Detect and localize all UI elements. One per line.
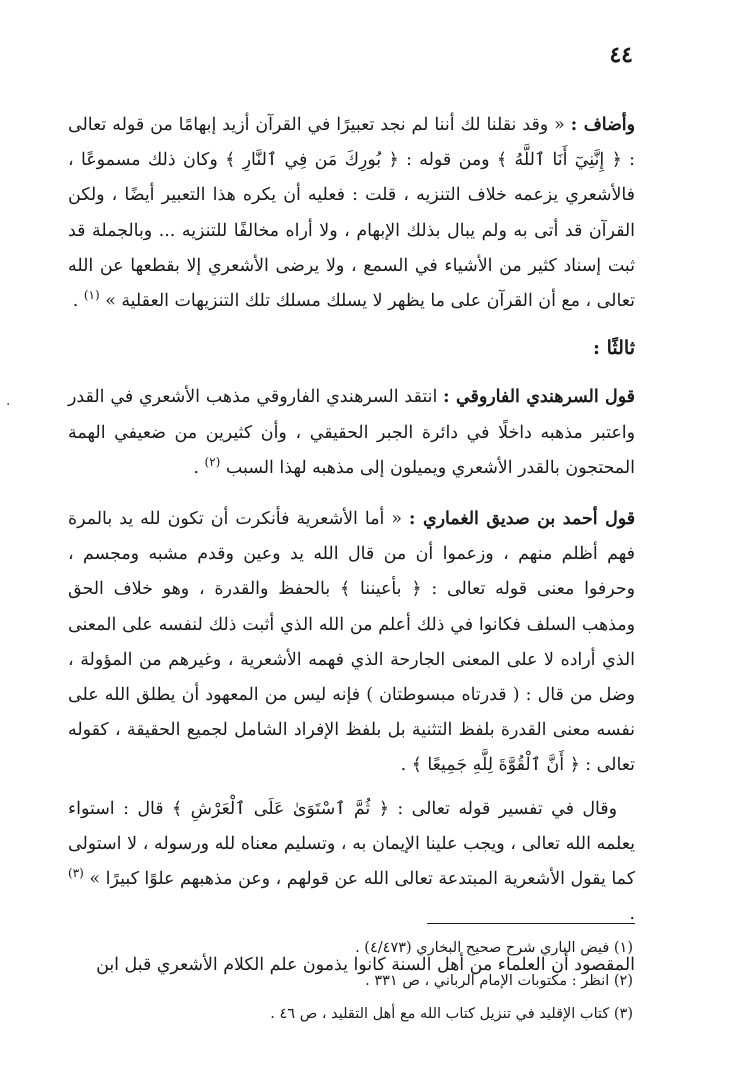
footnote-ref-1: (١) bbox=[83, 288, 100, 303]
paragraph-text: وقال في تفسير قوله تعالى : ﴿ ثُمَّ ٱسْتَوَىٰ عَلَى ٱلْعَرْشِ ﴾ قال : استواء يعلمه الله تعالى ، ويجب علينا الإيمان به ، وتسليم معناه لله ورسوله ، لا استولى كما يقول الأشعرية المبتدعة تعالى الله عن قولهم ، وعن مذهبهم علوًا كبيرًا » bbox=[68, 798, 636, 890]
paragraph-end: . bbox=[72, 291, 84, 312]
main-text bbox=[68, 108, 635, 984]
paragraph-text: المقصود أن العلماء من أهل السنة كانوا يذمون علم الكلام الأشعري قبل ابن bbox=[96, 955, 635, 976]
footnote-divider bbox=[427, 923, 635, 924]
footnotes bbox=[68, 932, 633, 1031]
paragraph-lead: قول أحمد بن صديق الغماري : bbox=[409, 509, 636, 530]
page-number: ٤٤ bbox=[609, 42, 633, 68]
paragraph-end: . bbox=[629, 904, 635, 925]
footnote-1: (١) فيض الباري شرح صحيح البخاري (٤/٤٧٣) . bbox=[355, 940, 633, 956]
paragraph-sirhindi bbox=[68, 380, 635, 486]
paragraph-text: « وقد نقلنا لك أننا لم نجد تعبيرًا في القرآن أزيد إبهامًا من قوله تعالى : ﴿ إِنَّنِيٓ أَنَا ٱللَّهُ ﴾ ومن قوله : ﴿ بُورِكَ مَن فِي ٱلنَّارِ ﴾ وكان ذلك مسموعًا ، فالأشعري يزعمه خلاف التنزيه ، قلت : فعليه أن يكره هذا التعبير أيضًا ، ولكن القرآن قد أتى به ولم يبال بذلك الإبهام ، ولا أراه مخالفًا للتنزيه ... وبالجملة قد ثبت إسناد كثير من الأشياء في السمع ، ولا يرضى الأشعري إلا بقطعها عن الله تعالى ، مع أن القرآن على ما يظهر لا يسلك مسلك تلك التنزيهات العقلية » bbox=[68, 115, 635, 312]
paragraph-end: . bbox=[193, 457, 205, 478]
footnote-ref-3: (٣) bbox=[68, 866, 84, 881]
margin-mark: . bbox=[6, 393, 11, 409]
paragraph-tafsir bbox=[68, 792, 635, 933]
paragraph-lead: وأضاف : bbox=[570, 115, 636, 135]
paragraph-ghumari bbox=[68, 502, 635, 784]
paragraph-lead: قول السرهندي الفاروقي : bbox=[443, 387, 635, 408]
footnote-ref-2: (٢) bbox=[204, 455, 221, 470]
paragraph-text: « أما الأشعرية فأنكرت أن تكون لله يد بالمرة فهم أظلم منهم ، وزعموا أن من قال الله يد وعين وقدم مشبه ومجسم ، وحرفوا معنى قوله تعالى : ﴿ بأعيننا ﴾ بالحفظ والقدرة ، وهو خلاف الحق ومذهب السلف فكانوا في ذلك أعلم من الله الذي أثبت ذلك لنفسه على المعنى الذي أراده لا على المعنى الجارحة الذي فهمه الأشعرية ، وغيرهم من المؤولة ، وضل من قال : ( قدرتاه مبسوطتان ) فإنه ليس من المعهود أن يطلق الله على نفسه معنى القدرة بلفظ التثنية بل بلفظ الإفراد الشامل لجميع الحقيقة ، كقوله تعالى : ﴿ أَنَّ ٱلْقُوَّةَ لِلَّهِ جَمِيعًا ﴾ . bbox=[68, 509, 635, 776]
footnote-2: (٢) انظر : مكتوبات الإمام الرباني ، ص ٣٣١ . bbox=[365, 973, 633, 989]
footnote-3: (٣) كتاب الإقليد في تنزيل كتاب الله مع أهل التقليد ، ص ٤٦ . bbox=[270, 1006, 633, 1022]
paragraph-text: انتقد السرهندي الفاروقي مذهب الأشعري في القدر واعتبر مذهبه داخلًا في دائرة الجبر الحقيقي ، وأن كثيرين من ضعيفي الهمة المحتجون بالقدر الأشعري ويميلون إلى مذهبه لهذا السبب bbox=[68, 387, 635, 478]
paragraph-addition bbox=[68, 108, 635, 319]
section-heading: ثالثًا : bbox=[592, 337, 635, 360]
